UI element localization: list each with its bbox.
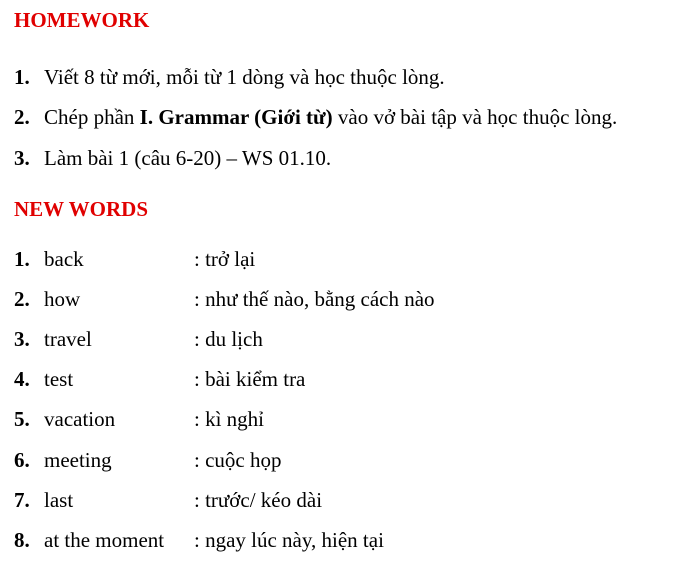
item-number: 2.	[14, 105, 30, 129]
word-number: 5.	[14, 407, 30, 431]
word-meaning: : bài kiểm tra	[194, 367, 306, 391]
word-meaning: : như thế nào, bằng cách nào	[194, 287, 435, 311]
word-meaning: : kì nghỉ	[194, 407, 265, 431]
item-number: 3.	[14, 146, 30, 170]
item-text-after: vào vở bài tập và học thuộc lòng.	[332, 105, 618, 129]
word-meaning: : trở lại	[194, 247, 256, 271]
word-term: back	[44, 247, 84, 271]
item-text: Viết 8 từ mới, mỗi từ 1 dòng và học thuộc lòng.	[44, 65, 445, 89]
word-meaning: : trước/ kéo dài	[194, 488, 323, 512]
new-words-heading: NEW WORDS	[14, 197, 149, 221]
word-term: at the moment	[44, 528, 165, 552]
word-number: 1.	[14, 247, 30, 271]
word-meaning: : cuộc họp	[194, 448, 282, 472]
word-term: how	[44, 287, 81, 311]
word-term: test	[44, 367, 74, 391]
word-number: 7.	[14, 488, 30, 512]
word-number: 6.	[14, 448, 30, 472]
word-term: last	[44, 488, 74, 512]
word-number: 2.	[14, 287, 30, 311]
word-number: 4.	[14, 367, 30, 391]
word-term: vacation	[44, 407, 116, 431]
word-number: 8.	[14, 528, 30, 552]
item-text-bold: I. Grammar (Giới từ)	[139, 105, 333, 129]
item-text: Làm bài 1 (câu 6-20) – WS 01.10.	[44, 146, 332, 170]
word-term: meeting	[44, 448, 112, 472]
word-meaning: : ngay lúc này, hiện tại	[194, 528, 384, 552]
item-number: 1.	[14, 65, 30, 89]
homework-heading: HOMEWORK	[14, 8, 150, 32]
word-number: 3.	[14, 327, 30, 351]
item-text-before: Chép phần	[44, 105, 140, 129]
word-term: travel	[44, 327, 92, 351]
item-text	[44, 104, 617, 130]
word-meaning: : du lịch	[194, 327, 263, 351]
